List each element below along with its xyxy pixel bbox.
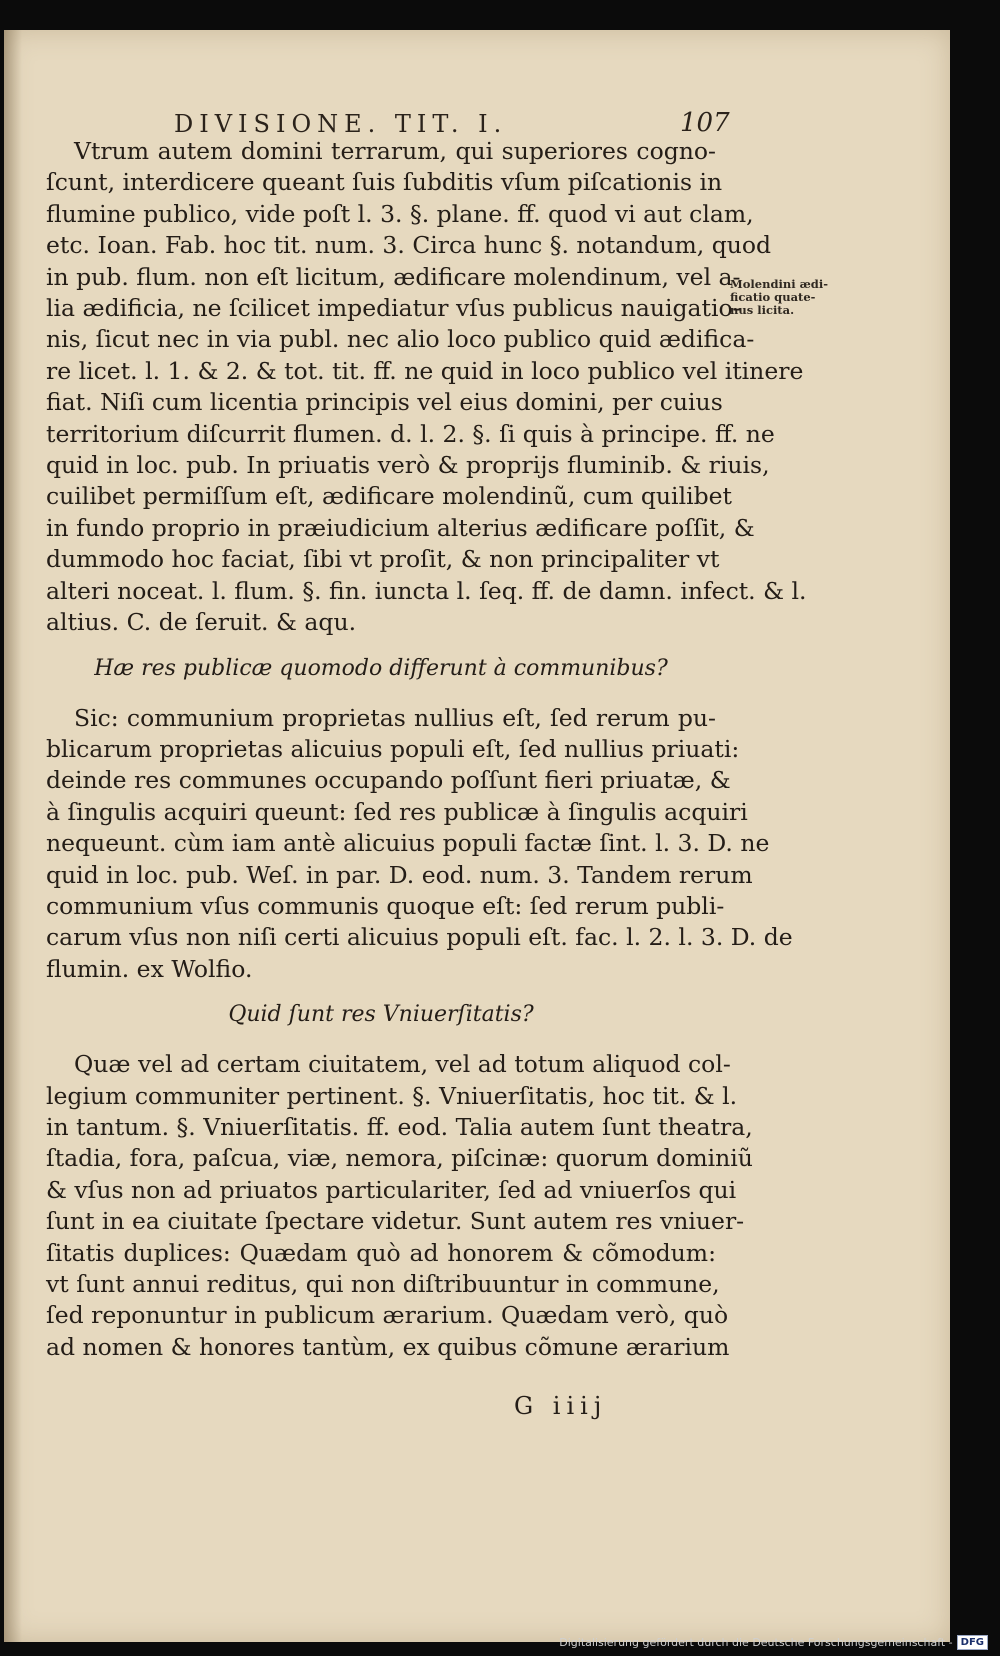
text-line: dummodo hoc faciat, ſibi vt proſit, & non principaliter vt bbox=[46, 545, 720, 574]
text-line: nequeunt. cùm iam antè alicuius populi factæ ſint. l. 3. D. ne bbox=[46, 829, 770, 858]
question-heading: Quid ſunt res Vniuerſitatis? bbox=[228, 1002, 534, 1028]
text-line: ſtadia, fora, paſcua, viæ, nemora, piſcinæ: quorum dominiũ bbox=[46, 1144, 753, 1173]
text-line: Vtrum autem domini terrarum, qui superiores cogno- bbox=[74, 137, 716, 165]
text-line: à ſingulis acquiri queunt: ſed res publicæ à ſingulis acquiri bbox=[46, 797, 748, 826]
text-line: ſitatis duplices: Quædam quò ad honorem & cõmodum: bbox=[46, 1238, 716, 1267]
book-page bbox=[4, 30, 950, 1642]
text-line: cuilibet permiſſum eſt, ædificare molendinũ, cum quilibet bbox=[46, 482, 732, 511]
text-line: legium communiter pertinent. §. Vniuerſitatis, hoc tit. & l. bbox=[46, 1081, 738, 1110]
text-line: vt ſunt annui reditus, qui non diſtribuuntur in commune, bbox=[46, 1270, 720, 1298]
text-line: in tantum. §. Vniuerſitatis. ff. eod. Talia autem ſunt theatra, bbox=[46, 1112, 753, 1141]
paragraph-3 bbox=[46, 1049, 753, 1363]
text-line: alteri noceat. l. flum. §. fin. iuncta l. ſeq. ff. de damn. infect. & l. bbox=[46, 576, 807, 605]
text-line: territorium diſcurrit flumen. d. l. 2. §. ſi quis à principe. ff. ne bbox=[46, 419, 775, 448]
text-line: lia ædificia, ne ſcilicet impediatur vſus publicus nauigatio- bbox=[46, 294, 741, 323]
text-line: nis, ſicut nec in via publ. nec alio loco publico quid ædifica- bbox=[46, 325, 755, 354]
text-line: Sic: communium proprietas nullius eſt, ſed rerum pu- bbox=[74, 703, 716, 732]
text-line: ſcunt, interdicere queant ſuis ſubditis vſum piſcationis in bbox=[46, 168, 723, 197]
text-line: deinde res communes occupando poſſunt fieri priuatæ, & bbox=[46, 766, 731, 795]
dfg-logo: DFG bbox=[957, 1635, 988, 1650]
question-heading: Hæ res publicæ quomodo differunt à communibus? bbox=[94, 655, 668, 681]
text-line: blicarum proprietas alicuius populi eſt, ſed nullius priuati: bbox=[46, 734, 740, 763]
page-number: 107 bbox=[680, 108, 730, 138]
text-line: altius. C. de ſeruit. & aqu. bbox=[46, 608, 357, 637]
text-line: quid in loc. pub. Weſ. in par. D. eod. num. 3. Tandem rerum bbox=[46, 860, 753, 889]
margin-note-line: ficatio quate- bbox=[730, 290, 816, 304]
text-line: ſed reponuntur in publicum ærarium. Quædam verò, quò bbox=[46, 1301, 729, 1330]
text-line: ad nomen & honores tantùm, ex quibus cõmune ærarium bbox=[46, 1332, 730, 1361]
text-line: flumine publico, vide poſt l. 3. §. plane. ff. quod vi aut clam, bbox=[46, 199, 754, 228]
running-head: DIVISIONE. TIT. I. bbox=[174, 110, 508, 138]
text-line: quid in loc. pub. In priuatis verò & proprijs fluminib. & riuis, bbox=[46, 451, 770, 480]
text-line: fiat. Niſi cum licentia principis vel eius domini, per cuius bbox=[46, 388, 723, 417]
digitization-credit bbox=[559, 1632, 988, 1652]
text-line: Quæ vel ad certam ciuitatem, vel ad totum aliquod col- bbox=[74, 1050, 731, 1079]
margin-note bbox=[730, 278, 846, 317]
text-line: ſunt in ea ciuitate ſpectare videtur. Sunt autem res vniuer- bbox=[46, 1207, 745, 1236]
signature-mark: G iiij bbox=[514, 1392, 608, 1420]
page-edge-shadow bbox=[4, 30, 22, 1642]
text-line: re licet. l. 1. & 2. & tot. tit. ff. ne quid in loco publico vel itinere bbox=[46, 356, 804, 385]
text-line: carum vſus non niſi certi alicuius populi eſt. fac. l. 2. l. 3. D. de bbox=[46, 923, 793, 952]
paragraph-2 bbox=[46, 703, 793, 986]
margin-note-line: Molendini ædi- bbox=[730, 277, 828, 291]
text-line: & vſus non ad priuatos particulariter, ſed ad vniuerſos qui bbox=[46, 1175, 737, 1204]
text-line: communium vſus communis quoque eſt: ſed rerum publi- bbox=[46, 891, 725, 920]
text-line: etc. Ioan. Fab. hoc tit. num. 3. Circa hunc §. notandum, quod bbox=[46, 231, 772, 260]
text-line: flumin. ex Wolfio. bbox=[46, 954, 253, 983]
text-line: in fundo proprio in præiudicium alterius ædificare poſſit, & bbox=[46, 513, 755, 542]
margin-note-line: nus licita. bbox=[730, 303, 795, 317]
credit-text: Digitalisierung gefördert durch die Deutsche Forschungsgemeinschaft - bbox=[559, 1635, 953, 1649]
text-line: in pub. flum. non eſt licitum, ædificare molendinum, vel a- bbox=[46, 262, 741, 291]
